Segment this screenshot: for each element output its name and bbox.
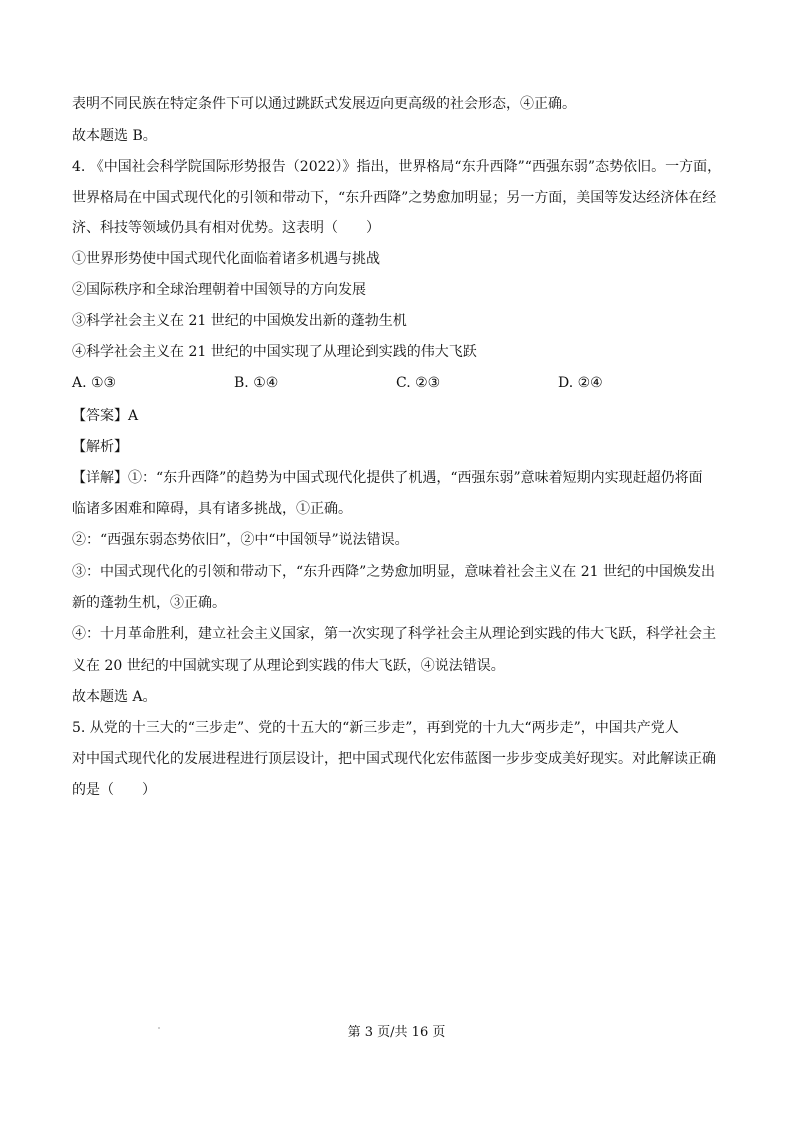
detail-line: 新的蓬勃生机，③正确。: [72, 595, 226, 611]
question-5-stem: 5. 从党的十三大的“三步走”、党的十五大的“新三步走”，再到党的十九大“两步走”，中国共产党人: [72, 720, 679, 736]
option-b: B. ①④: [234, 375, 279, 391]
detail-line: 【详解】①：“东升西降”的趋势为中国式现代化提供了机遇，“西强东弱”意味着短期内实现赶超仍将面: [72, 470, 703, 486]
answer-value: A: [128, 408, 139, 424]
detail-line: 临诸多困难和障碍，具有诸多挑战，①正确。: [72, 501, 352, 517]
detail-line: 对中国式现代化的发展进程进行顶层设计，把中国式现代化宏伟蓝图一步步变成美好现实。对此解读正确: [72, 751, 716, 767]
detail-line: 的是（ ）: [72, 782, 156, 798]
option-c: C. ②③: [396, 375, 441, 391]
statement-1: ①世界形势使中国式现代化面临着诸多机遇与挑战: [72, 251, 380, 267]
analysis-label-text: 【解析】: [72, 439, 128, 455]
answer-line: [72, 406, 733, 426]
text-line: 济、科技等领域仍具有相对优势。这表明（ ）: [72, 220, 380, 236]
text-line: 表明不同民族在特定条件下可以通过跳跃式发展迈向更高级的社会形态，④正确。: [72, 96, 576, 112]
detail-line: 义在 20 世纪的中国就实现了从理论到实践的伟大飞跃，④说法错误。: [72, 658, 505, 674]
page-footer: 第 3 页/共 16 页: [347, 1025, 446, 1040]
text-line: 故本题选 B。: [72, 128, 157, 144]
detail-line: ②：“西强东弱态势依旧”，②中“中国领导”说法错误。: [72, 532, 409, 548]
statement-2: ②国际秩序和全球治理朝着中国领导的方向发展: [72, 282, 366, 298]
option-a: A. ①③: [72, 375, 117, 391]
analysis-label: [72, 437, 733, 457]
statement-3: ③科学社会主义在 21 世纪的中国焕发出新的蓬勃生机: [72, 313, 407, 329]
answer-label: 【答案】: [72, 408, 128, 424]
statement-4: ④科学社会主义在 21 世纪的中国实现了从理论到实践的伟大飞跃: [72, 344, 477, 360]
detail-line: ③：中国式现代化的引领和带动下，“东升西降”之势愈加明显，意味着社会主义在 21 世纪的中国焕发出: [72, 564, 716, 580]
detail-line: 故本题选 A。: [72, 689, 157, 705]
detail-line: ④：十月革命胜利，建立社会主义国家，第一次实现了科学社会主从理论到实践的伟大飞跃，科学社会主: [72, 626, 716, 642]
option-d: D. ②④: [558, 375, 603, 391]
question-4-stem: 4. 《中国社会科学院国际形势报告（2022）》指出，世界格局“东升西降”“西强东弱”态势依旧。一方面，: [72, 159, 722, 175]
text-line: 世界格局在中国式现代化的引领和带动下，“东升西降”之势愈加明显；另一方面，美国等发达经济体在经: [72, 190, 717, 206]
